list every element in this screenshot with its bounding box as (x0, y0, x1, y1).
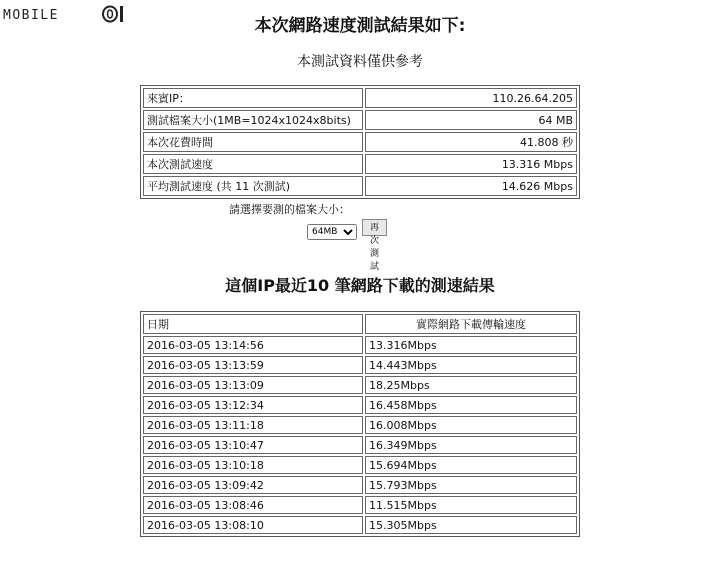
summary-row (143, 110, 577, 130)
row-speed: 15.694Mbps (365, 456, 577, 474)
row-date: 2016-03-05 13:11:18 (143, 416, 363, 434)
page-title: 本次網路速度測試結果如下: (254, 16, 466, 36)
column-header-date: 日期 (143, 314, 363, 334)
row-speed: 14.443Mbps (365, 356, 577, 374)
table-row (143, 416, 577, 434)
row-date: 2016-03-05 13:14:56 (143, 336, 363, 354)
table-row (143, 356, 577, 374)
table-row (143, 496, 577, 514)
summary-row (143, 154, 577, 174)
row-speed: 16.349Mbps (365, 436, 577, 454)
summary-value: 13.316 Mbps (365, 154, 577, 174)
summary-row (143, 132, 577, 152)
history-header-row (143, 314, 577, 334)
summary-label: 本次花費時間 (143, 132, 363, 152)
summary-row (143, 88, 577, 108)
row-date: 2016-03-05 13:09:42 (143, 476, 363, 494)
table-row (143, 516, 577, 534)
row-speed: 15.305Mbps (365, 516, 577, 534)
table-row (143, 336, 577, 354)
summary-label: 平均測試速度 (共 11 次測試) (143, 176, 363, 196)
retest-controls (307, 219, 380, 272)
row-speed: 15.793Mbps (365, 476, 577, 494)
summary-value: 14.626 Mbps (365, 176, 577, 196)
row-date: 2016-03-05 13:12:34 (143, 396, 363, 414)
history-heading: 這個IP最近10 筆網路下載的測速結果 (225, 276, 495, 295)
row-date: 2016-03-05 13:13:09 (143, 376, 363, 394)
table-row (143, 376, 577, 394)
row-speed: 16.458Mbps (365, 396, 577, 414)
row-date: 2016-03-05 13:10:47 (143, 436, 363, 454)
summary-label: 來賓IP： (143, 88, 363, 108)
history-table (140, 311, 580, 537)
page-subtitle: 本測試資料僅供參考 (297, 54, 423, 70)
summary-row (143, 176, 577, 196)
summary-label: 本次測試速度 (143, 154, 363, 174)
summary-label: 測試檔案大小(1MB=1024x1024x8bits) (143, 110, 363, 130)
row-speed: 11.515Mbps (365, 496, 577, 514)
logo-wordmark: MOBILE (3, 8, 59, 23)
row-speed: 13.316Mbps (365, 336, 577, 354)
result-summary-table (140, 85, 580, 199)
row-date: 2016-03-05 13:08:10 (143, 516, 363, 534)
table-row (143, 476, 577, 494)
column-header-speed: 實際網路下載傳輸速度 (365, 314, 577, 334)
row-date: 2016-03-05 13:08:46 (143, 496, 363, 514)
summary-value: 64 MB (365, 110, 577, 130)
table-row (143, 396, 577, 414)
row-speed: 16.008Mbps (365, 416, 577, 434)
summary-value: 41.808 秒 (365, 132, 577, 152)
row-date: 2016-03-05 13:10:18 (143, 456, 363, 474)
file-size-prompt: 請選擇要測的檔案大小： (229, 203, 350, 216)
row-date: 2016-03-05 13:13:59 (143, 356, 363, 374)
file-size-select[interactable] (307, 224, 357, 240)
summary-value: 110.26.64.205 (365, 88, 577, 108)
table-row (143, 436, 577, 454)
table-row (143, 456, 577, 474)
retest-button[interactable]: 再次測試 (362, 219, 387, 236)
row-speed: 18.25Mbps (365, 376, 577, 394)
